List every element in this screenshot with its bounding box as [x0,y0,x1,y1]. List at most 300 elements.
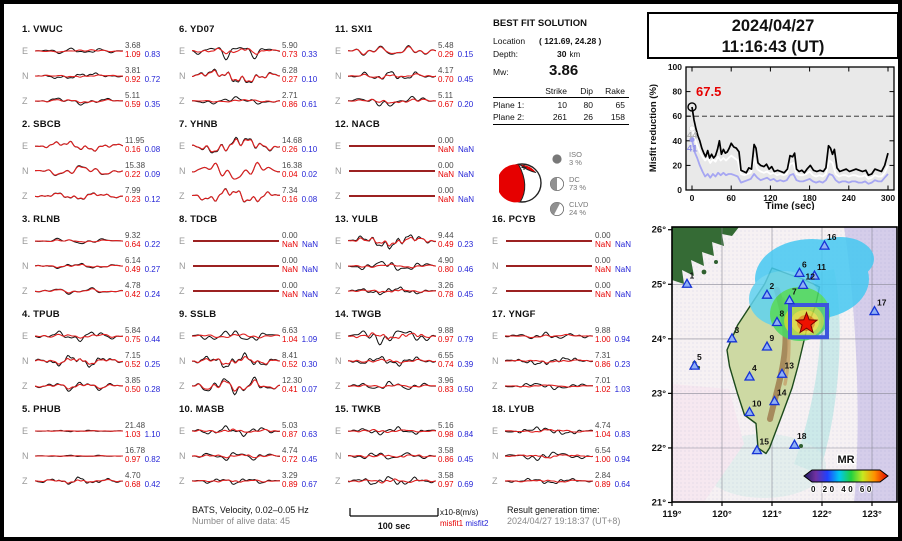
amplitude-value: 7.31 [595,351,611,360]
waveform-row [335,183,487,208]
misfit2-value: 0.33 [301,49,318,59]
plane2-dip: 26 [583,112,593,122]
channel-label: E [179,425,186,436]
channel-label: N [492,450,499,461]
station-block [335,404,487,496]
scalebar-label: 100 sec [377,521,411,531]
iso-label: ISO [569,150,582,159]
waveform-plot [505,419,593,443]
waveform-row [492,373,644,398]
waveform-row [179,373,331,398]
channel-label: Z [335,285,341,296]
channel-label: N [335,260,342,271]
event-date: 2024/04/27 [731,17,815,35]
waveform-row [492,443,644,468]
waveform-values [123,282,172,299]
amplitude-value: 4.70 [125,471,141,480]
amplitude-value: 0.00 [438,136,454,145]
misfit2-value: 0.08 [301,194,318,204]
waveform-row [22,88,174,113]
waveform-values [280,137,329,154]
dc-pct: 73 % [569,183,587,192]
waveform-plot [348,444,436,468]
amplitude-value: 5.84 [125,326,141,335]
channel-rows [492,323,644,398]
station-title: 1. VWUC [22,24,63,35]
station-block [179,404,331,496]
channel-rows [22,133,174,208]
waveform-plot [192,159,280,183]
waveform-plot [192,229,280,253]
map-station-number: 16 [827,232,837,243]
misfit1-value: 1.04 [595,429,611,439]
misfit2-value: NaN [458,144,475,154]
waveform-values [280,42,329,59]
channel-label: N [335,70,342,81]
misfit1-value: 0.16 [125,144,141,154]
misfit2-value: NaN [458,169,475,179]
waveform-plot [35,64,123,88]
waveform-row [335,133,487,158]
channel-label: N [335,450,342,461]
channel-label: E [22,330,29,341]
channel-label: E [179,140,186,151]
channel-label: Z [335,475,341,486]
waveform-plot [192,444,280,468]
amplitude-value: 16.38 [282,161,303,170]
misfit1-legend: misfit1 [440,519,464,528]
channel-label: E [22,45,29,56]
misfit1-value: NaN [282,239,299,249]
misfit1-value: 0.97 [438,334,454,344]
waveform-values [280,352,329,369]
misfit2-value: 0.10 [301,74,318,84]
event-datetime-box [647,12,899,59]
waveform-row [22,158,174,183]
station-title: 14. TWGB [335,309,382,320]
channel-label: N [335,165,342,176]
waveform-values [280,257,329,274]
waveform-plot [35,134,123,158]
waveform-values [593,232,642,249]
channel-label: E [22,425,29,436]
misfit2-value: 1.03 [614,384,631,394]
waveform-plot [35,419,123,443]
waveform-values [280,92,329,109]
station-block [179,309,331,401]
misfit1-value: 0.29 [438,49,454,59]
amplitude-value: 5.16 [438,421,454,430]
waveform-plot [35,324,123,348]
svg-text:0: 0 [677,185,682,195]
amplitude-value: 7.01 [595,376,611,385]
waveform-values [123,187,172,204]
amplitude-value: 5.90 [282,41,298,50]
station-title: 18. LYUB [492,404,535,415]
waveform-plot [35,279,123,303]
station-block [22,309,174,401]
channel-label: E [179,45,186,56]
waveform-row [492,323,644,348]
waveform-row [335,468,487,493]
waveform-values [593,257,642,274]
svg-text:0: 0 [689,193,695,203]
amplitude-value: 3.26 [438,281,454,290]
misfit2-value: 0.02 [301,169,318,179]
misfit2-value: 0.23 [457,239,474,249]
svg-text:24°: 24° [651,333,666,345]
waveform-row [179,133,331,158]
misfit2-value: 0.15 [457,49,474,59]
amplitude-value: 0.00 [438,186,454,195]
channel-label: E [22,235,29,246]
plane1-label: Plane 1: [493,100,525,110]
footer-band-info [192,505,309,527]
station-title: 4. TPUB [22,309,60,320]
misfit1-value: 0.89 [595,479,611,489]
waveform-plot [192,349,280,373]
best-fit-solution-panel [493,18,643,217]
channel-label: N [22,165,29,176]
waveform-values [593,282,642,299]
misfit1-value: 1.02 [595,384,611,394]
amplitude-value: 6.28 [282,66,298,75]
amplitude-value: 2.84 [595,471,611,480]
station-block [335,214,487,306]
map-station-number: 12 [805,271,815,282]
misfit2-value: 0.28 [144,384,161,394]
misfit2-value: 0.10 [301,144,318,154]
station-title: 3. RLNB [22,214,61,225]
waveform-row [179,183,331,208]
waveform-values [280,327,329,344]
misfit2-value: 0.61 [301,99,318,109]
waveform-plot [192,39,280,63]
channel-label: Z [492,475,498,486]
channel-label: E [335,140,342,151]
waveform-values [436,42,485,59]
amplitude-value: 9.32 [125,231,141,240]
amplitude-unit [440,507,488,529]
focal-mechanism-beachball [499,160,545,206]
misfit1-value: 1.03 [125,429,141,439]
station-block [335,119,487,211]
channel-label: Z [179,475,185,486]
waveform-values [436,67,485,84]
amplitude-value: 4.90 [438,256,454,265]
waveform-row [22,323,174,348]
waveform-row [179,443,331,468]
misfit2-value: 0.84 [457,429,474,439]
misfit2-value: 0.50 [457,384,474,394]
amplitude-value: 4.74 [595,421,611,430]
misfit1-value: 0.83 [438,384,454,394]
waveform-plot [505,229,593,253]
waveform-plot [348,324,436,348]
waveform-row [335,443,487,468]
svg-text:23°: 23° [651,388,666,400]
waveform-row [22,418,174,443]
misfit2-value: 0.45 [457,454,474,464]
svg-text:119°: 119° [662,509,682,520]
svg-text:25°: 25° [651,279,666,291]
waveform-plot [192,184,280,208]
station-title: 9. SSLB [179,309,217,320]
waveform-values [436,377,485,394]
waveform-values [280,187,329,204]
misfit2-value: NaN [615,264,632,274]
col-strike: Strike [545,86,567,96]
waveform-plot [192,254,280,278]
amplitude-value: 15.38 [125,161,146,170]
waveform-plot [348,159,436,183]
iso-pct: 3 % [569,158,582,167]
map-station-number: 10 [752,398,762,409]
misfit2-value: 0.82 [144,454,161,464]
misfit2-value: 0.94 [614,454,631,464]
channel-rows [179,228,331,303]
misfit2-value: NaN [302,239,319,249]
waveform-row [22,348,174,373]
station-title: 10. MASB [179,404,225,415]
amplitude-value: 3.29 [282,471,298,480]
waveform-plot [505,349,593,373]
station-block [179,24,331,116]
waveform-values [123,257,172,274]
nodal-plane-table [493,84,629,125]
misfit2-value: 0.45 [457,74,474,84]
svg-text:26°: 26° [651,224,666,236]
amplitude-value: 0.00 [595,256,611,265]
offshore-island [799,444,803,448]
misfit1-value: 0.04 [282,169,298,179]
station-block [179,119,331,211]
plane1-dip: 80 [583,100,593,110]
waveform-row [179,278,331,303]
amplitude-value: 3.81 [125,66,141,75]
misfit2-value: 0.23 [614,359,631,369]
channel-label: N [335,355,342,366]
channel-label: Z [22,285,28,296]
waveform-values [123,162,172,179]
map-station-number: 3 [734,324,740,335]
iso-icon [549,151,565,167]
svg-text:180: 180 [802,193,817,203]
waveform-row [492,278,644,303]
amplitude-value: 14.68 [282,136,303,145]
misfit-reduction-chart [644,60,902,210]
waveform-row [179,228,331,253]
misfit1-value: NaN [595,239,612,249]
amplitude-value: 6.54 [595,446,611,455]
waveform-row [22,468,174,493]
misfit1-value: 0.72 [282,454,298,464]
waveform-row [22,228,174,253]
svg-text:22°: 22° [651,442,666,454]
waveform-row [179,88,331,113]
waveform-values [280,162,329,179]
alive-data-label: Number of alive data: 45 [192,516,291,526]
waveform-values [436,282,485,299]
misfit1-value: 0.67 [438,99,454,109]
misfit1-value: 1.04 [282,334,298,344]
amplitude-value: 0.00 [438,161,454,170]
misfit2-value: 0.39 [457,359,474,369]
waveform-row [335,418,487,443]
waveform-plot [348,39,436,63]
waveform-row [179,323,331,348]
station-title: 11. SXI1 [335,24,373,35]
taiwan-map [644,214,902,541]
station-title: 5. PHUB [22,404,61,415]
misfit2-value: 0.79 [457,334,474,344]
channel-rows [492,228,644,303]
misfit1-value: 0.86 [438,454,454,464]
waveform-plot [35,374,123,398]
svg-text:60: 60 [726,193,736,203]
plane2-rake: 158 [610,112,625,122]
misfit1-value: 0.98 [438,429,454,439]
channel-label: N [22,355,29,366]
amplitude-value: 4.17 [438,66,454,75]
misfit2-value: 0.27 [144,264,161,274]
amplitude-value: 16.78 [125,446,146,455]
waveform-values [436,92,485,109]
waveform-plot [505,374,593,398]
misfit2-value: NaN [458,194,475,204]
waveform-row [22,183,174,208]
misfit1-value: NaN [438,194,455,204]
amplitude-value: 8.41 [282,351,298,360]
channel-label: Z [179,95,185,106]
misfit2-value: 0.07 [301,384,318,394]
waveform-row [22,63,174,88]
waveform-row [335,63,487,88]
map-station-number: 11 [817,262,826,273]
waveform-plot [35,229,123,253]
amplitude-value: 4.74 [282,446,298,455]
waveform-row [492,468,644,493]
misfit1-value: 0.74 [438,359,454,369]
waveform-plot [505,279,593,303]
channel-label: Z [335,190,341,201]
waveform-row [179,418,331,443]
station-title: 16. PCYB [492,214,536,225]
misfit-xlabel: Time (sec) [765,201,815,210]
waveform-plot [348,349,436,373]
map-station-number: 14 [777,387,787,398]
waveform-values [123,447,172,464]
amplitude-value: 11.95 [125,136,145,145]
plane1-strike: 10 [557,100,567,110]
waveform-values [436,327,485,344]
channel-label: Z [179,285,185,296]
misfit2-value: 0.63 [301,429,318,439]
channel-rows [335,323,487,398]
channel-label: Z [179,190,185,201]
amplitude-value: 3.85 [125,376,141,385]
station-title: 13. YULB [335,214,379,225]
channel-label: Z [179,380,185,391]
station-title: 17. YNGF [492,309,536,320]
station-title: 6. YD07 [179,24,215,35]
amplitude-value: 9.88 [438,326,454,335]
waveform-row [179,348,331,373]
channel-label: Z [492,285,498,296]
waveform-row [335,278,487,303]
station-block [179,214,331,306]
waveform-values [593,327,642,344]
map-station-number: 6 [802,259,807,270]
waveform-values [436,232,485,249]
svg-text:67.5: 67.5 [696,83,722,99]
channel-rows [179,38,331,113]
amplitude-value: 5.48 [438,41,454,50]
waveform-plot [35,469,123,493]
amplitude-value: 3.58 [438,446,454,455]
station-block [22,119,174,211]
channel-label: N [22,260,29,271]
channel-label: N [179,355,186,366]
waveform-plot [35,444,123,468]
amplitude-value: 7.15 [125,351,141,360]
depth-value: 30 [557,49,567,59]
station-title: 12. NACB [335,119,380,130]
misfit1-value: 0.73 [282,49,298,59]
misfit2-value: 0.45 [457,289,474,299]
waveform-row [335,88,487,113]
station-block [22,24,174,116]
channel-label: Z [22,190,28,201]
channel-rows [335,228,487,303]
misfit2-legend: misfit2 [465,519,489,528]
misfit1-value: NaN [595,289,612,299]
waveform-row [492,253,644,278]
map-station-number: 13 [784,360,794,371]
waveform-values [593,377,642,394]
waveform-plot [192,419,280,443]
waveform-values [123,92,172,109]
amplitude-value: 12.30 [282,376,303,385]
waveform-values [593,352,642,369]
misfit1-value: 0.52 [125,359,141,369]
waveform-plot [348,64,436,88]
waveform-values [123,232,172,249]
misfit2-value: 0.20 [457,99,474,109]
misfit2-value: NaN [302,289,319,299]
mr-colorbar-ticks: 0 20 40 60 [811,485,874,494]
waveform-plot [192,469,280,493]
station-block [335,309,487,401]
waveform-row [335,228,487,253]
depth-unit: km [569,50,581,59]
station-title: 15. TWKB [335,404,381,415]
channel-rows [335,133,487,208]
channel-label: N [179,165,186,176]
misfit-ylabel: Misfit reduction (%) [648,83,659,173]
waveform-plot [35,254,123,278]
misfit2-value: 0.69 [457,479,474,489]
waveform-row [179,158,331,183]
channel-label: N [179,450,186,461]
waveform-plot [35,39,123,63]
map-station-number: 1 [689,270,695,281]
misfit1-value: NaN [438,169,455,179]
map-station-number: 5 [697,352,702,363]
station-block [22,214,174,306]
misfit1-value: 0.41 [282,384,298,394]
waveform-plot [35,184,123,208]
